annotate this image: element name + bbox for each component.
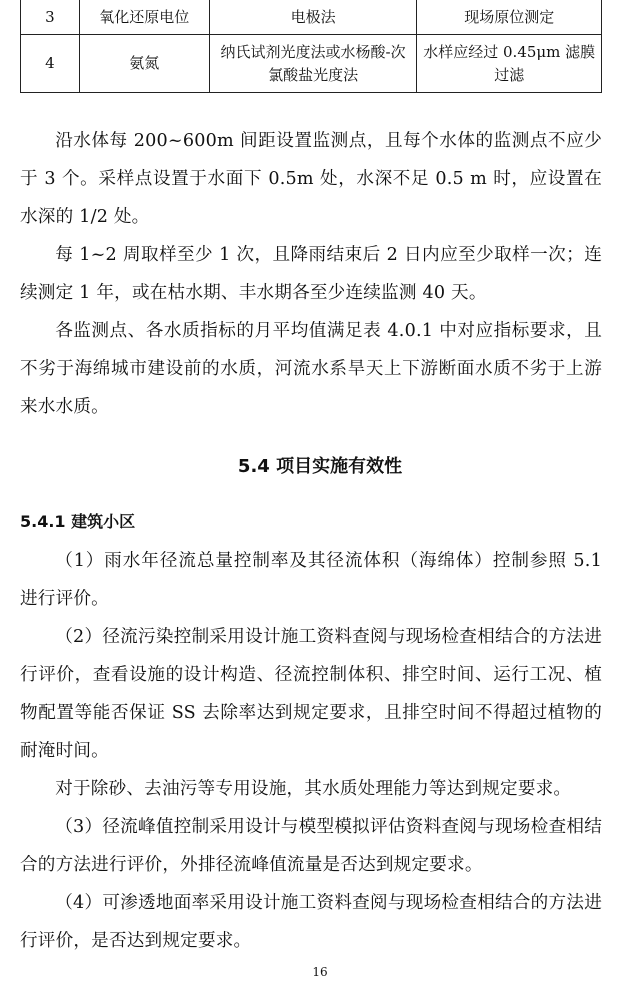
remark: 现场原位测定: [417, 0, 602, 35]
item-1: （1）雨水年径流总量控制率及其径流体积（海绵体）控制参照 5.1 进行评价。: [20, 551, 602, 609]
indicator-name: 氨氮: [79, 35, 209, 93]
paragraph-quality-requirement: 各监测点、各水质指标的月平均值满足表 4.0.1 中对应指标要求，且不劣于海绵城市建设前的水质，河流水系旱天上下游断面水质不劣于上游来水水质。: [20, 321, 602, 417]
indicator-table: [20, 0, 602, 93]
indicator-name: 氧化还原电位: [79, 0, 209, 35]
item-2-note: 对于除砂、去油污等专用设施，其水质处理能力等达到规定要求。: [55, 779, 572, 799]
subsection-title: 5.4.1 建筑小区: [20, 512, 136, 531]
item-4: （4）可渗透地面率采用设计施工资料查阅与现场检查相结合的方法进行评价，是否达到规定要求。: [20, 893, 602, 951]
paragraph-monitoring-points: 沿水体每 200~600m 间距设置监测点，且每个水体的监测点不应少于 3 个。采样点设置于水面下 0.5m 处，水深不足 0.5 m 时，应设置在水深的 1/2 处。: [20, 131, 602, 227]
page-number: 16: [312, 965, 328, 979]
test-method: 电极法: [209, 0, 417, 35]
item-2: （2）径流污染控制采用设计施工资料查阅与现场检查相结合的方法进行评价，查看设施的设计构造、径流控制体积、排空时间、运行工况、植物配置等能否保证 SS 去除率达到规定要求，且排空时间不得超过植物的耐淹时间。: [20, 627, 602, 761]
section-title: 5.4 项目实施有效性: [237, 456, 403, 477]
table-row: [21, 35, 602, 93]
table-row: [21, 0, 602, 35]
remark: 水样应经过 0.45μm 滤膜过滤: [417, 35, 602, 93]
test-method: 纳氏试剂光度法或水杨酸-次氯酸盐光度法: [209, 35, 417, 93]
row-number: 4: [21, 35, 80, 93]
row-number: 3: [21, 0, 80, 35]
paragraph-sampling-frequency: 每 1~2 周取样至少 1 次，且降雨结束后 2 日内应至少取样一次；连续测定 1 年，或在枯水期、丰水期各至少连续监测 40 天。: [20, 245, 602, 303]
item-3: （3）径流峰值控制采用设计与模型模拟评估资料查阅与现场检查相结合的方法进行评价，外排径流峰值流量是否达到规定要求。: [20, 817, 602, 875]
